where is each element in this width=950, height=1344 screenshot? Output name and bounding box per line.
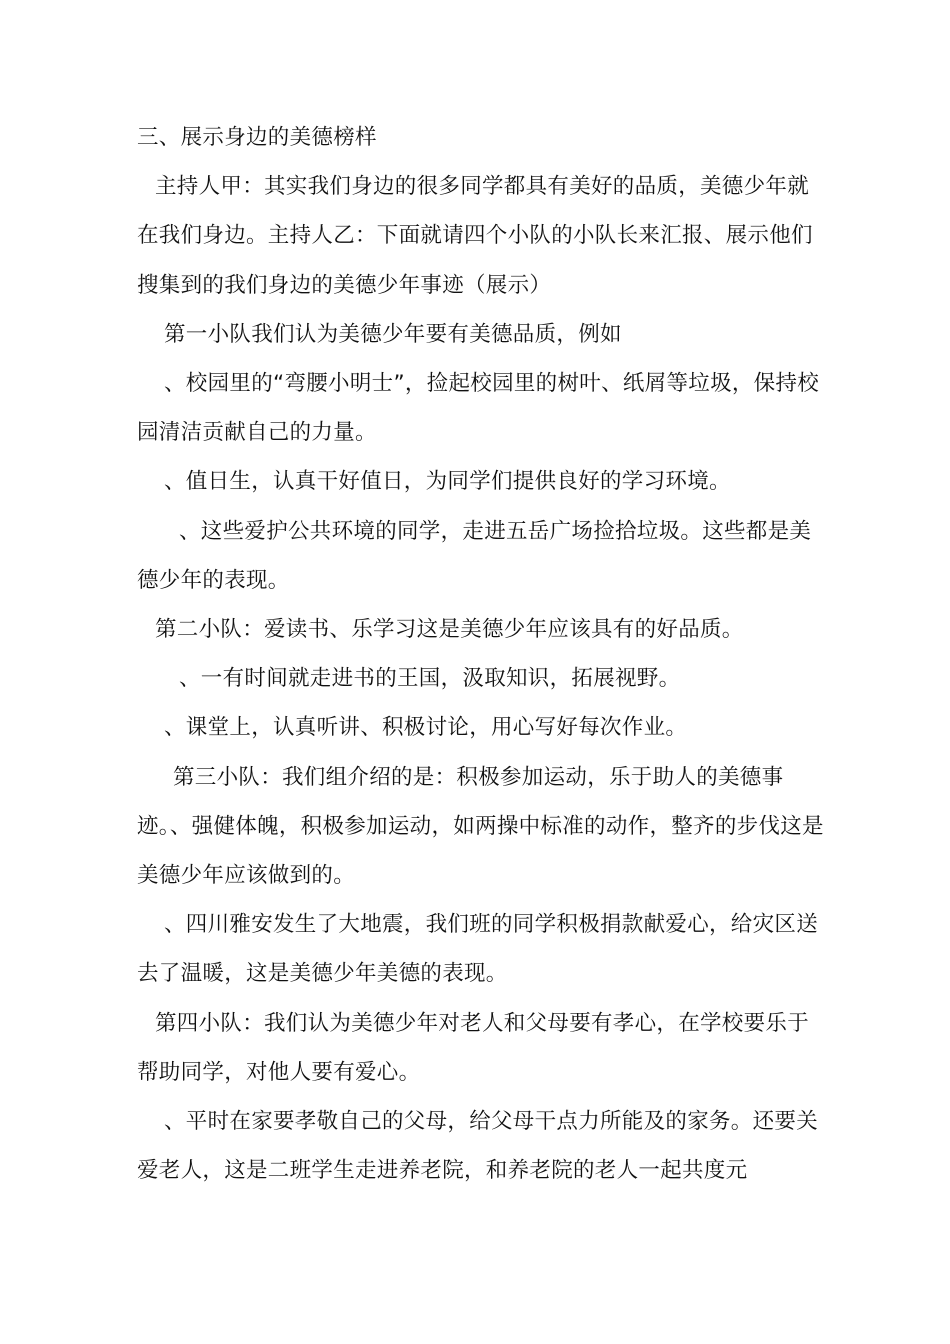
paragraph-team2-item1: 、一有时间就走进书的王国，汲取知识，拓展视野。 [179, 666, 681, 692]
paragraph-team1-intro: 第一小队我们认为美德少年要有美德品质，例如 [164, 321, 622, 347]
document-body [137, 113, 827, 1195]
paragraph-host-intro: 主持人甲：其实我们身边的很多同学都具有美好的品质，美德少年就在我们身边。主持人乙：下面就请四个小队的小队长来汇报、展示他们搜集到的我们身边的美德少年事迹（展示） [137, 174, 813, 298]
paragraph-team4-item1: 、平时在家要孝敬自己的父母，给父母干点力所能及的家务。还要关爱老人，这是二班学生走进养老院，和养老院的老人一起共度元 [137, 1109, 819, 1184]
paragraph-team3-item2: 、四川雅安发生了大地震，我们班的同学积极捐款献爱心，给灾区送去了温暖，这是美德少年美德的表现。 [137, 912, 819, 987]
paragraph-team1-item2: 、值日生，认真干好值日，为同学们提供良好的学习环境。 [164, 469, 731, 495]
paragraph-team4-intro: 第四小队：我们认为美德少年对老人和父母要有孝心，在学校要乐于帮助同学，对他人要有爱心。 [137, 1010, 810, 1085]
paragraph-team3-intro: 第三小队：我们组介绍的是：积极参加运动，乐于助人的美德事迹。、强健体魄，积极参加运动，如两操中标准的动作，整齐的步伐这是美德少年应该做到的。 [137, 764, 824, 889]
paragraph-team2-intro: 第二小队：爱读书、乐学习这是美德少年应该具有的好品质。 [155, 617, 744, 643]
paragraph-team1-item1: 、校园里的“弯腰小明士”，捡起校园里的树叶、纸屑等垃圾，保持校园清洁贡献自己的力量。 [137, 371, 820, 446]
section-heading: 三、展示身边的美德榜样 [137, 125, 377, 150]
paragraph-team1-item3: 、这些爱护公共环境的同学，走进五岳广场捡拾垃圾。这些都是美德少年的表现。 [137, 518, 812, 593]
paragraph-team2-item2: 、课堂上，认真听讲、积极讨论，用心写好每次作业。 [164, 715, 688, 741]
